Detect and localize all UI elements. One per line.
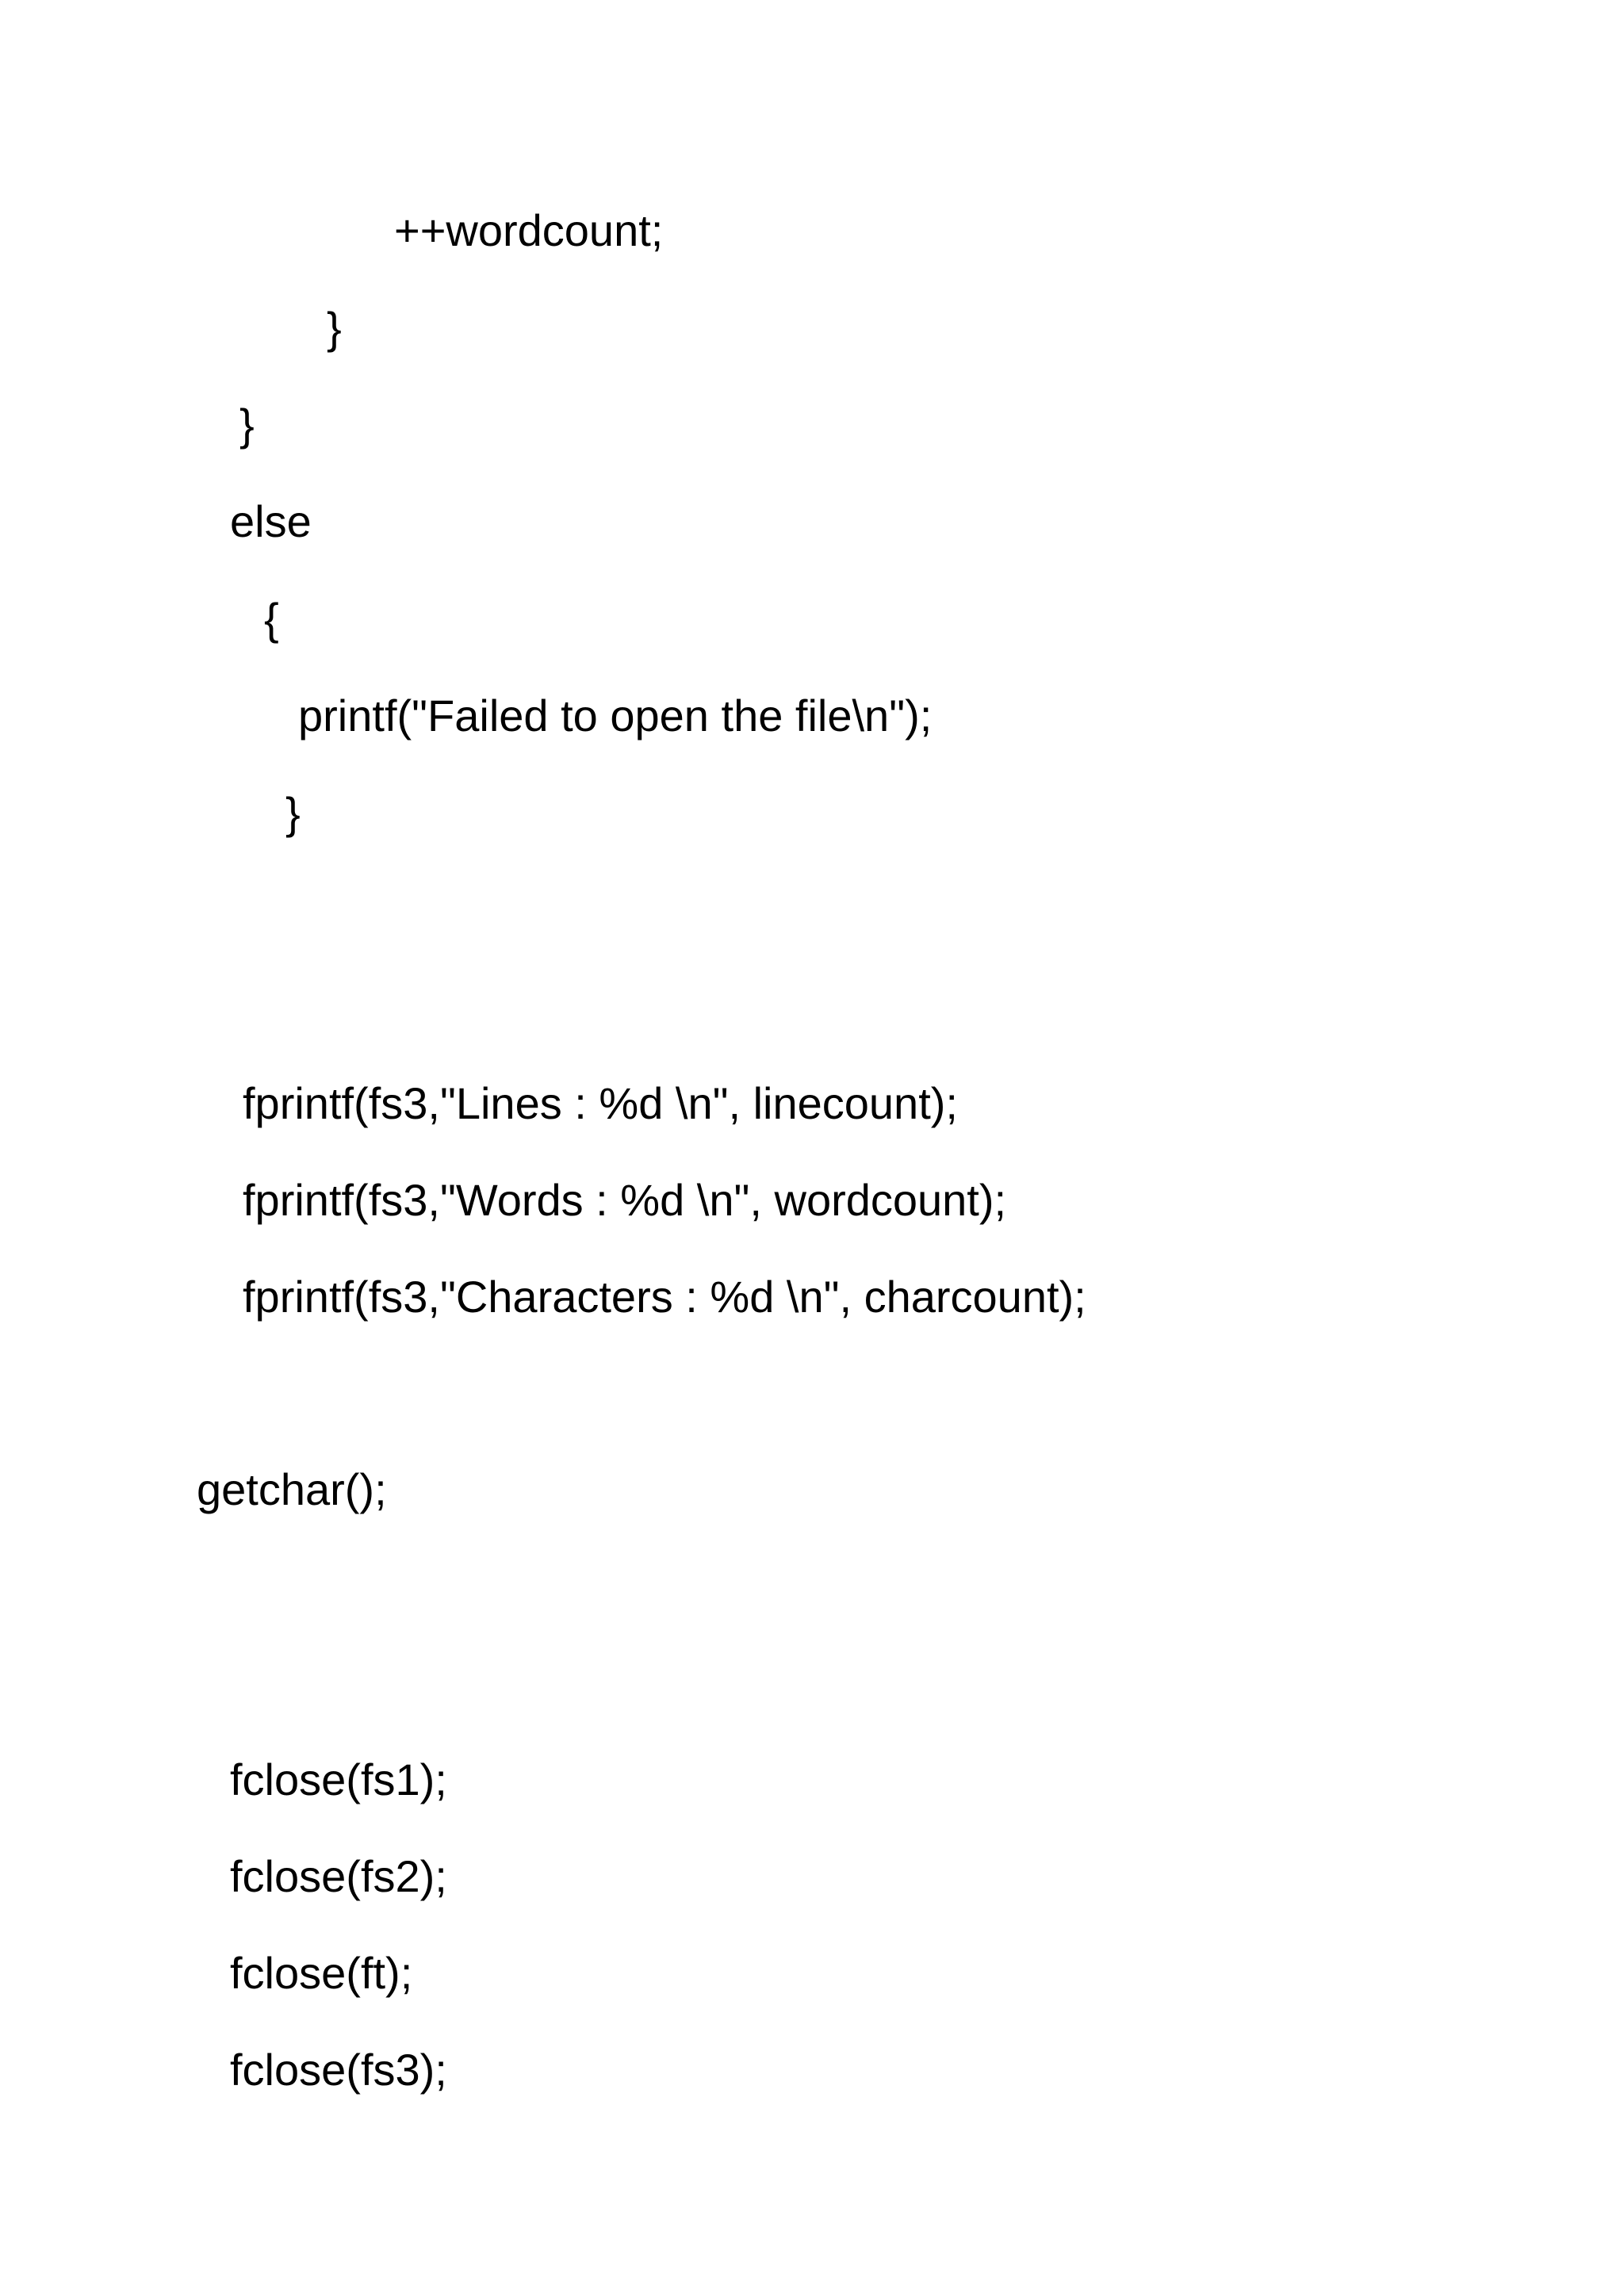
code-line-fprintf-words: fprintf(fs3,"Words : %d \n", wordcount); [243, 1175, 1007, 1225]
code-line-fclose-fs1: fclose(fs1); [230, 1755, 447, 1804]
code-line-close-brace: } [239, 400, 255, 450]
code-line-else: else [230, 496, 312, 546]
code-line-increment-wordcount: ++wordcount; [394, 205, 664, 255]
code-line-open-brace: { [264, 594, 279, 644]
code-line-getchar: getchar(); [197, 1464, 387, 1514]
code-line-fclose-ft: fclose(ft); [230, 1948, 413, 1998]
code-line-close-brace: } [327, 303, 342, 353]
code-line-fprintf-lines: fprintf(fs3,"Lines : %d \n", linecount); [243, 1078, 958, 1128]
code-line-close-brace: } [285, 788, 301, 838]
code-line-fclose-fs2: fclose(fs2); [230, 1851, 447, 1901]
code-line-fclose-fs3: fclose(fs3); [230, 2045, 447, 2095]
code-line-fprintf-characters: fprintf(fs3,"Characters : %d \n", charcount); [243, 1272, 1086, 1322]
code-line-printf-failed: printf("Failed to open the file\n"); [298, 691, 933, 740]
